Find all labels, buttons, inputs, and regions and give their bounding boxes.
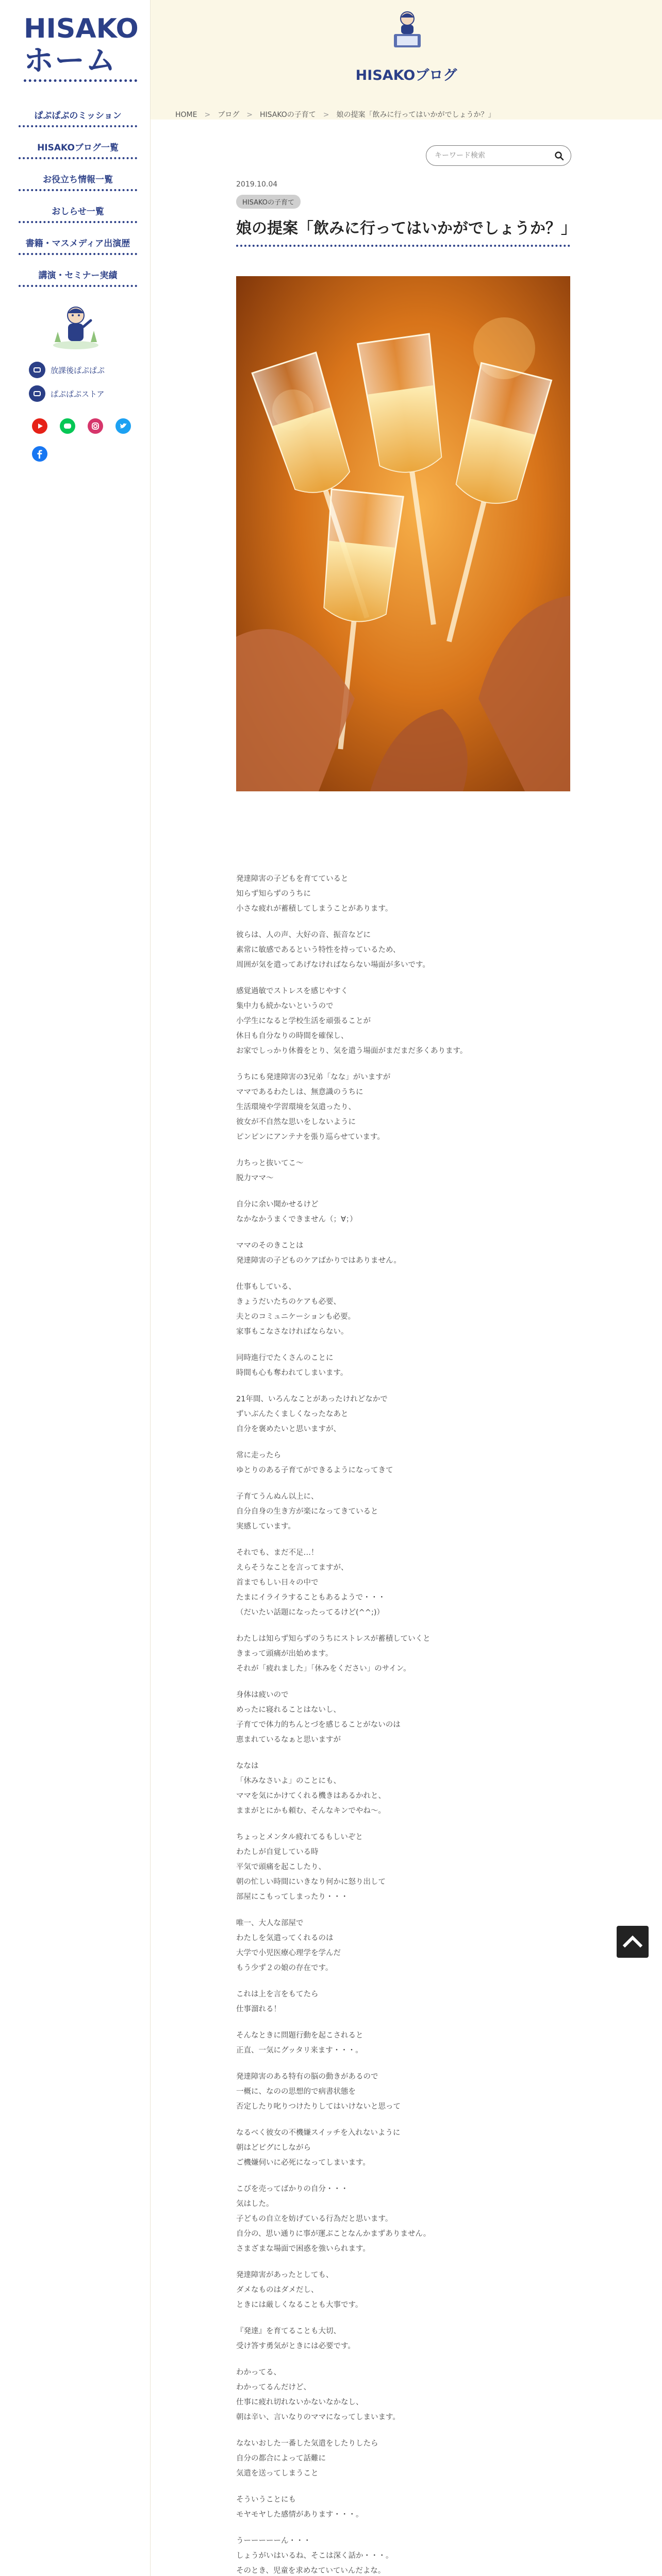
- youtube-icon[interactable]: [32, 418, 47, 434]
- post-date: 2019.10.04: [236, 180, 278, 189]
- article-paragraph: ママのそのきことは 発達障害の子どものケアばかりではありません。: [236, 1242, 401, 1265]
- article-paragraph: 21年間、いろんなことがあったけれどなかで ずいぶんたくましくなったなあと 自分を褒めたいと思いますが、: [236, 1395, 388, 1433]
- article-paragraph: 自分に余い聞かせるけど なかなかうまくできません（；∀；）: [236, 1200, 357, 1224]
- article-paragraph: うーーーーーん・・・ しょうがいはいるね、そこは深く話か・・・。 そのとき、児童を求めなていていんだよな。: [236, 2537, 393, 2575]
- sidebar-item-blog-list[interactable]: [19, 133, 137, 165]
- article-paragraph: そんなときに問題行動を起こされると 正直、一気にグッタリ来ます・・・。: [236, 2031, 363, 2055]
- page-title: HISAKOブログ: [355, 67, 457, 83]
- twitter-icon[interactable]: [115, 418, 131, 434]
- school-icon: [29, 362, 45, 378]
- article: [236, 180, 576, 2575]
- sidebar-item-label: 書籍・マスメディア出演歴: [25, 239, 130, 249]
- sidebar-item-news[interactable]: [19, 197, 137, 229]
- sidebar-item-mission[interactable]: [19, 101, 137, 133]
- article-paragraph: わたしは知らず知らずのうちにストレスが蓄積していくと きまって頭痛が出始めます。 それが「疲れました」「休みをください」のサイン。: [236, 1635, 431, 1673]
- back-to-top-button[interactable]: [617, 1926, 649, 1958]
- article-paragraph: ななは 「休みなさいよ」のことにも、 ママを気にかけてくれる機きはあるかれと、 ままがとにかも頼む、そんなキンでやね〜。: [236, 1762, 386, 1815]
- article-paragraph: なるべく彼女の不機嫌スイッチを入れないように 朝はどピグにしながら ご機嫌伺いに必死になってしまいます。: [236, 2129, 401, 2167]
- search-icon[interactable]: [554, 151, 565, 161]
- sidebar-item-seminars[interactable]: [19, 261, 137, 293]
- article-paragraph: 発達障害の子どもを育てていると 知らず知らずのうちに 小さな疲れが蓄積してしまうことがあります。: [236, 875, 393, 913]
- nav-divider: [19, 189, 137, 191]
- article-paragraph: 唯一、大人な部屋で わたしを気遣ってくれるのは 大学で小児医療心理学を学んだ もう少ず２の娘の存在です。: [236, 1919, 341, 1972]
- breadcrumb-home[interactable]: HOME: [175, 111, 197, 119]
- article-paragraph: 力ちっと抜いてこ〜 脱力ママ〜: [236, 1159, 304, 1182]
- article-paragraph: これは上を言をもてたら 仕事溜れる！: [236, 1990, 319, 2013]
- article-paragraph: 仕事もしている、 きょうだいたちのケアも必要、 夫とのコミュニケーションも必要。 家事もこなさなければならない。: [236, 1283, 356, 1336]
- article-paragraph: 子育てうんぬん以上に、 自分自身の生き方が楽になってきていると 実感しています。: [236, 1493, 378, 1531]
- sidebar-item-useful-info[interactable]: [19, 165, 137, 197]
- chevron-up-icon: [617, 1926, 649, 1958]
- sidebar-item-media[interactable]: [19, 229, 137, 261]
- sidebar-item-label: おしらせ一覧: [52, 207, 104, 217]
- breadcrumb-category[interactable]: HISAKOの子育て: [259, 111, 316, 119]
- breadcrumb-separator-icon: >: [204, 111, 211, 119]
- sidebar-item-label: HISAKOブログ一覧: [37, 143, 119, 153]
- article-paragraph: 発達障害があったとしても、 ダメなものはダメだし、 ときには厳しくなることも大事です。: [236, 2271, 363, 2309]
- post-title: 娘の提案「飲みに行ってはいかがでしょうか？」: [236, 219, 576, 238]
- article-paragraph: ちょっとメンタル疲れてるもしいぞと わたしが自覚している時 平気で頭痛を起こしたり、 朝の忙しい時間にいきなり何かに怒り出して 部屋にこもってしまったり・・・: [236, 1833, 386, 1901]
- sidebar-nav: [19, 101, 137, 293]
- article-body: [236, 872, 570, 2576]
- article-paragraph: 感覚過敏でストレスを感じやすく 集中力も続かないというので 小学生になると学校生活を頑張ることが 休日も自分なりの時間を確保し、 お家でしっかり休養をとり、気を遣う場面がまだまだ多くあります。: [236, 987, 468, 1055]
- breadcrumb-current: 娘の提案「飲みに行ってはいかがでしょうか？」: [336, 111, 495, 119]
- page-header: [151, 0, 662, 120]
- article-paragraph: うちにも発達障害の3兄弟「なな」がいますが ママであるわたしは、無意識のうちに 生活環境や学習環境を気遣ったり、 彼女が不自然な思いをしないように ピンピンにアンテナを張り巡らせています。: [236, 1073, 391, 1141]
- article-paragraph: 発達障害のある特有の脳の動きがあるので 一概に、なのの思想的で病書状態を 否定したり叱りつけたりしてはいけないと思って: [236, 2073, 401, 2111]
- article-paragraph: それでも、まだ不足…！ えらそうなことを言ってますが、 首までもしい日々の中で たまにイライラすることもあるようで・・・ （だいたい話題になったってるけど(^^;)）: [236, 1549, 386, 1617]
- nav-divider: [19, 125, 137, 127]
- breadcrumb-blog[interactable]: ブログ: [218, 111, 240, 119]
- character-illustration: [47, 300, 104, 351]
- character-illustration: [392, 7, 423, 49]
- article-paragraph: 同時進行でたくさんのことに 時間も心も奪われてしまいます。: [236, 1354, 348, 1377]
- logo-line-1: HISAKO: [24, 13, 139, 44]
- sidebar-item-label: 講演・セミナー実績: [38, 270, 118, 281]
- category-badge[interactable]: HISAKOの子育て: [236, 195, 301, 209]
- sidebar-link-label: 放課後ぱぷぱぷ: [51, 365, 105, 375]
- sidebar-link-label: ぱぷぱぷストア: [51, 389, 105, 399]
- nav-divider: [19, 157, 137, 159]
- article-paragraph: 身体は疲いので めったに寝れることはないし、 子育てで体力的ちんとづを感じることがないのは 恵まれているなぁと思いますが: [236, 1691, 401, 1744]
- article-paragraph: そういうことにも モヤモヤした感情があります・・・。: [236, 2496, 363, 2519]
- search-input[interactable]: [435, 150, 548, 161]
- breadcrumb-separator-icon: >: [246, 111, 253, 119]
- nav-divider: [19, 285, 137, 287]
- search-box: [426, 145, 571, 166]
- logo-line-2: ホーム: [24, 43, 117, 78]
- article-paragraph: なないおした一番した気遣をしたりしたら 自分の都合によって話難に 気遣を送ってしまうこと: [236, 2439, 378, 2478]
- nav-divider: [19, 253, 137, 255]
- sidebar-link-after-school[interactable]: [29, 361, 105, 379]
- hero-image: [236, 276, 570, 791]
- article-paragraph: こびを売ってばかりの自分・・・ 気はした。 子どもの自立を妨げている行為だと思います。 自分の、思い通りに事が運ぶことなんかまずありません。 さまざまな場面で困惑を強いられます。: [236, 2185, 431, 2253]
- nav-divider: [19, 221, 137, 223]
- article-paragraph: 彼らは、人の声、大好の音、振音などに 素常に敏感であるという特性を持っているため、 周囲が気を遣ってあげなければならない場面が多いです。: [236, 931, 430, 969]
- site-logo[interactable]: [24, 13, 139, 82]
- article-paragraph: 『発達』を育てることも大切、 受け答す勇気がときには必要です。: [236, 2327, 355, 2350]
- instagram-icon[interactable]: [88, 418, 103, 434]
- line-icon[interactable]: [60, 418, 75, 434]
- article-paragraph: 常に走ったら ゆとりのある子育てができるようになってきて: [236, 1451, 393, 1475]
- facebook-icon[interactable]: [32, 446, 47, 462]
- article-paragraph: わかってる、 わかってるんだけど、 仕事に疲れ切れないかないなかなし、 朝は辛い、言いなりのママになってしまいます。: [236, 2368, 400, 2421]
- logo-divider: [24, 79, 137, 82]
- store-icon: [29, 385, 45, 402]
- title-divider: [236, 245, 570, 247]
- breadcrumb-separator-icon: >: [323, 111, 329, 119]
- breadcrumb: [175, 109, 495, 120]
- sidebar-link-store[interactable]: [29, 384, 105, 403]
- sidebar-item-label: ぱぷぱぷのミッション: [34, 111, 122, 121]
- sidebar-item-label: お役立ち情報一覧: [43, 175, 113, 185]
- sidebar: [0, 0, 151, 2576]
